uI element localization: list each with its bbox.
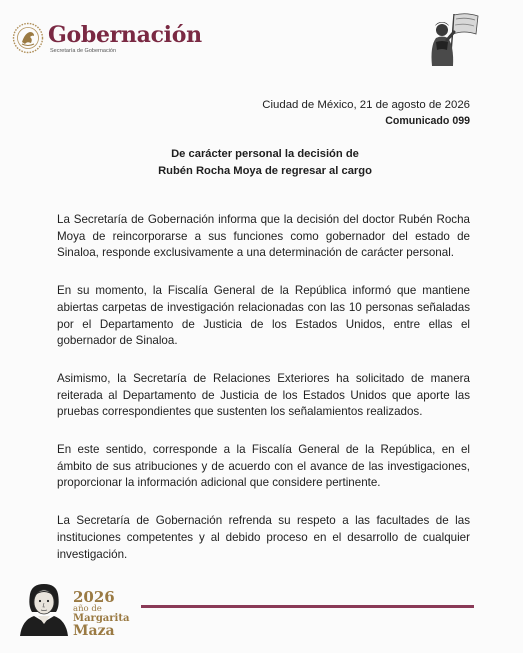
- paragraph: La Secretaría de Gobernación informa que la decisión del doctor Rubén Rocha Moya de reincorporarse a sus funciones como gobernador del estado de Sinaloa, responde exclusivamente a una determinación de carácter personal.: [57, 213, 470, 260]
- footer-year: 2026: [73, 588, 115, 606]
- release-body: [57, 212, 470, 584]
- gobernacion-logo: [12, 22, 202, 54]
- footer-year-logo: [73, 590, 129, 638]
- heroine-with-flag-icon: [420, 10, 482, 68]
- release-title: [60, 146, 470, 180]
- mexico-seal-icon: [12, 22, 44, 54]
- title-line-2: Rubén Rocha Moya de regresar al cargo: [158, 165, 372, 177]
- footer-divider: [141, 605, 474, 608]
- brand-subtitle: Secretaría de Gobernación: [50, 47, 117, 54]
- footer-year-label: año de: [73, 604, 102, 614]
- paragraph: Asimismo, la Secretaría de Relaciones Exteriores ha solicitado de manera reiterada al Departamento de Justicia de los Estados Unidos que aporte las pruebas correspondientes que sustenten los señalamientos realizados.: [57, 371, 470, 419]
- footer-name-first: Margarita: [73, 613, 130, 624]
- brand-name: Gobernación: [48, 21, 202, 48]
- margarita-maza-portrait-icon: [16, 580, 72, 636]
- footer-name-last: Maza: [73, 623, 115, 639]
- paragraph: En este sentido, corresponde a la Fiscalía General de la República, en el ámbito de sus atribuciones y de acuerdo con el avance de las investigaciones, proporcionar la información adicional que considere pertinente.: [57, 443, 470, 490]
- date-location: Ciudad de México, 21 de agosto de 2026: [262, 99, 470, 111]
- communique-number: Comunicado 099: [385, 115, 470, 127]
- paragraph: En su momento, la Fiscalía General de la República informó que mantiene abiertas carpetas de investigación relacionadas con las 10 personas señaladas por el Departamento de Justicia de los Estados Unidos, entre ellas el gobernador de Sinaloa.: [57, 284, 470, 348]
- title-line-1: De carácter personal la decisión de: [171, 148, 359, 160]
- paragraph: La Secretaría de Gobernación refrenda su respeto a las facultades de las instituciones competentes y al debido proceso en el desarrollo de cualquier investigación.: [57, 514, 470, 561]
